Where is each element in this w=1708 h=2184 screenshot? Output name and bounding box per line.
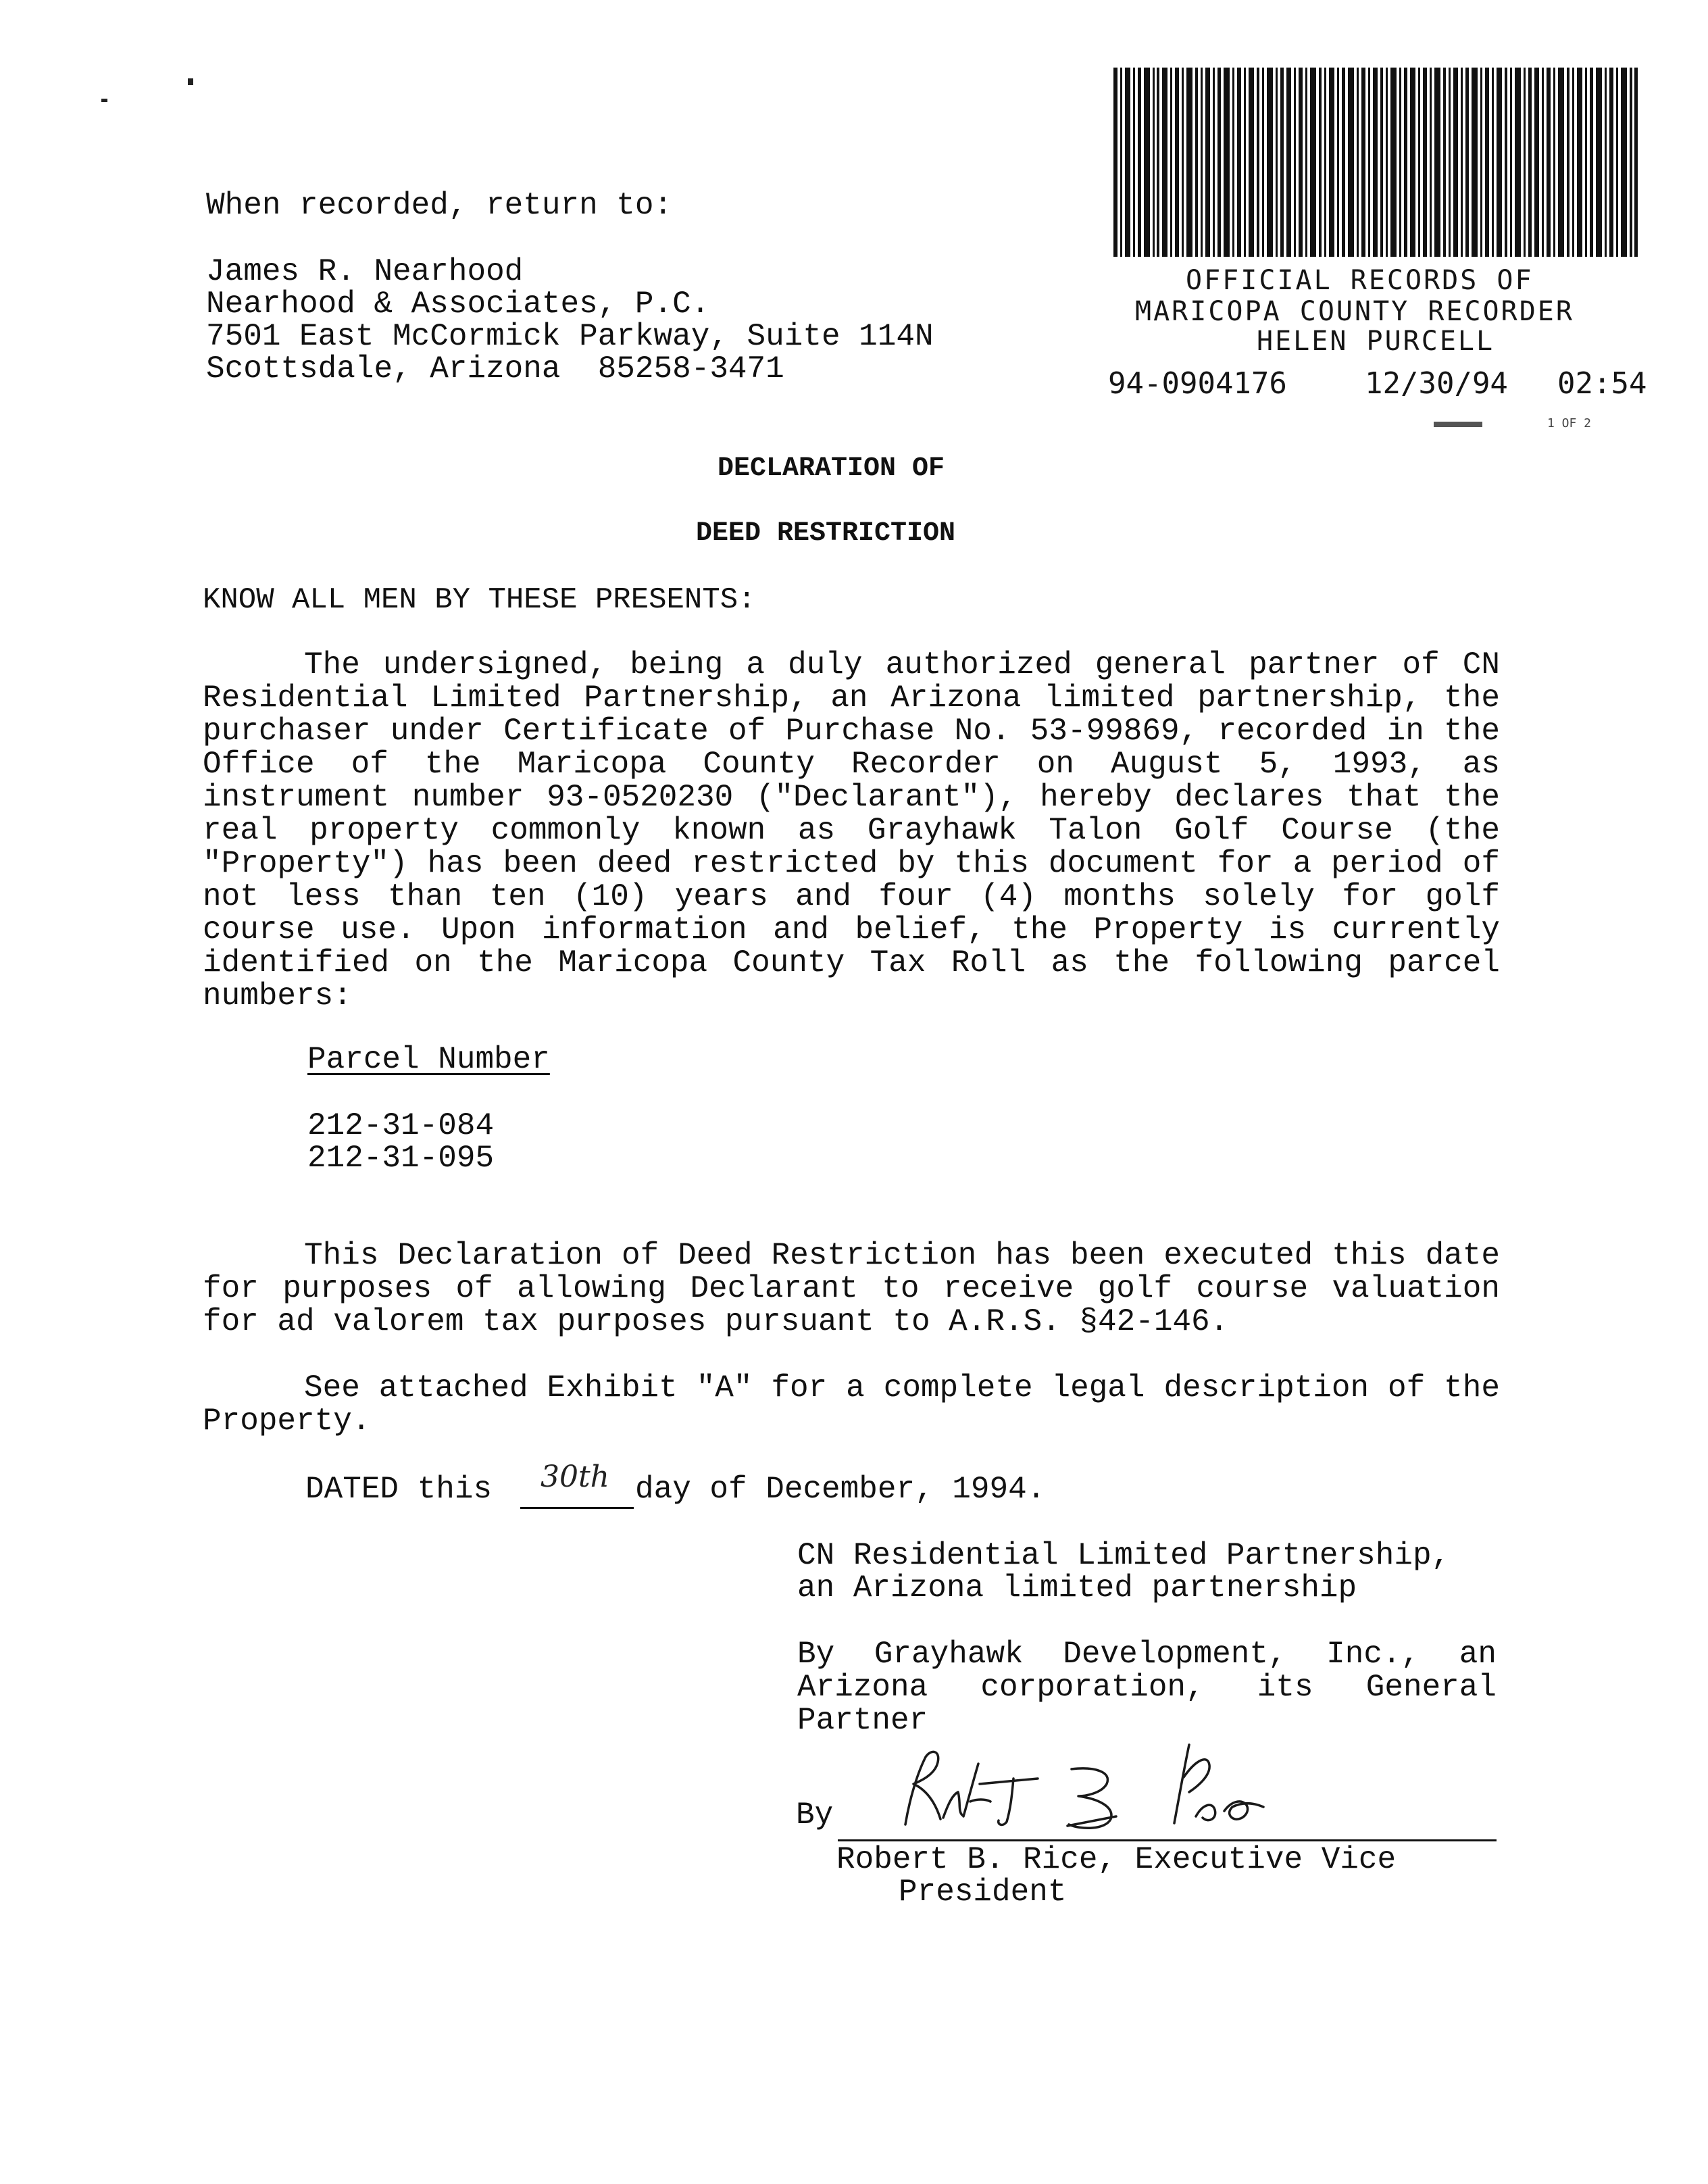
document-title-line1: DECLARATION OF [718, 453, 945, 484]
recorder-date: 12/30/94 [1365, 366, 1508, 401]
recorder-page-marks: 1 OF 2 [1547, 416, 1592, 430]
exhibit-paragraph [203, 1372, 1500, 1438]
declaration-paragraph [203, 649, 1500, 1013]
barcode [1113, 68, 1638, 257]
return-address-line: Nearhood & Associates, P.C. [206, 287, 710, 322]
handwritten-signature [878, 1737, 1351, 1845]
return-address-line: 7501 East McCormick Parkway, Suite 114N [206, 319, 934, 354]
entity-line2: an Arizona limited partnership [797, 1570, 1357, 1606]
return-address-line: Scottsdale, Arizona 85258-3471 [206, 351, 784, 387]
stamp-smudge [1434, 422, 1482, 427]
recorder-stamp-line3: HELEN PURCELL [1257, 326, 1495, 357]
scan-speck [101, 99, 107, 102]
dated-suffix: day of December, 1994. [635, 1472, 1046, 1507]
general-partner-by-line: By Grayhawk Development, Inc., an Arizona corporation, its General Partner [797, 1637, 1497, 1738]
recorder-stamp-line2: MARICOPA COUNTY RECORDER [1135, 296, 1574, 327]
dated-day-blank-line [520, 1507, 634, 1509]
exhibit-paragraph-text: See attached Exhibit "A" for a complete legal description of the Property. [203, 1370, 1500, 1439]
recorder-stamp-line1: OFFICIAL RECORDS OF [1186, 265, 1534, 296]
recorder-time: 02:54 [1557, 366, 1647, 401]
entity-line1: CN Residential Limited Partnership, [797, 1538, 1451, 1573]
by-label: By [796, 1797, 834, 1833]
scan-speck [188, 78, 193, 85]
parcel-number: 212-31-095 [307, 1141, 495, 1176]
parcel-number: 212-31-084 [307, 1108, 495, 1143]
dated-day-handwritten: 30th [541, 1460, 610, 1494]
parcel-number-header: Parcel Number [307, 1042, 550, 1077]
declaration-paragraph-text: The undersigned, being a duly authorized general partner of CN Residential Limited Partnership, an Arizona limited partnership, the purchaser under Certificate of Purchase No. 53-99869, recorded in the Office of the Maricopa County Recorder on August 5, 1993, as instrument number 93-0520230 ("Declarant"), hereby declares that the real property commonly known as Grayhawk Talon Golf Course (the "Property") has been deed restricted by this document for a period of not less than ten (10) years and four (4) months solely for golf course use. Upon information and belief, the Property is currently identified on the Maricopa County Tax Roll as the following parcel numbers: [203, 647, 1500, 1014]
return-address-line: James R. Nearhood [206, 254, 524, 289]
execution-paragraph [203, 1239, 1500, 1339]
dated-prefix: DATED this [305, 1472, 493, 1507]
document-title-line2: DEED RESTRICTION [696, 518, 956, 549]
signer-name-title-line2: President [899, 1875, 1067, 1910]
execution-paragraph-text: This Declaration of Deed Restriction has been executed this date for purposes of allowing Declarant to receive golf course valuation for ad valorem tax purposes pursuant to A.R.S. §42-146. [203, 1238, 1500, 1339]
return-to-label: When recorded, return to: [206, 188, 673, 223]
signer-name-title-line1: Robert B. Rice, Executive Vice [836, 1842, 1397, 1877]
recorder-docket-number: 94-0904176 [1108, 366, 1287, 401]
preamble: KNOW ALL MEN BY THESE PRESENTS: [203, 583, 756, 617]
